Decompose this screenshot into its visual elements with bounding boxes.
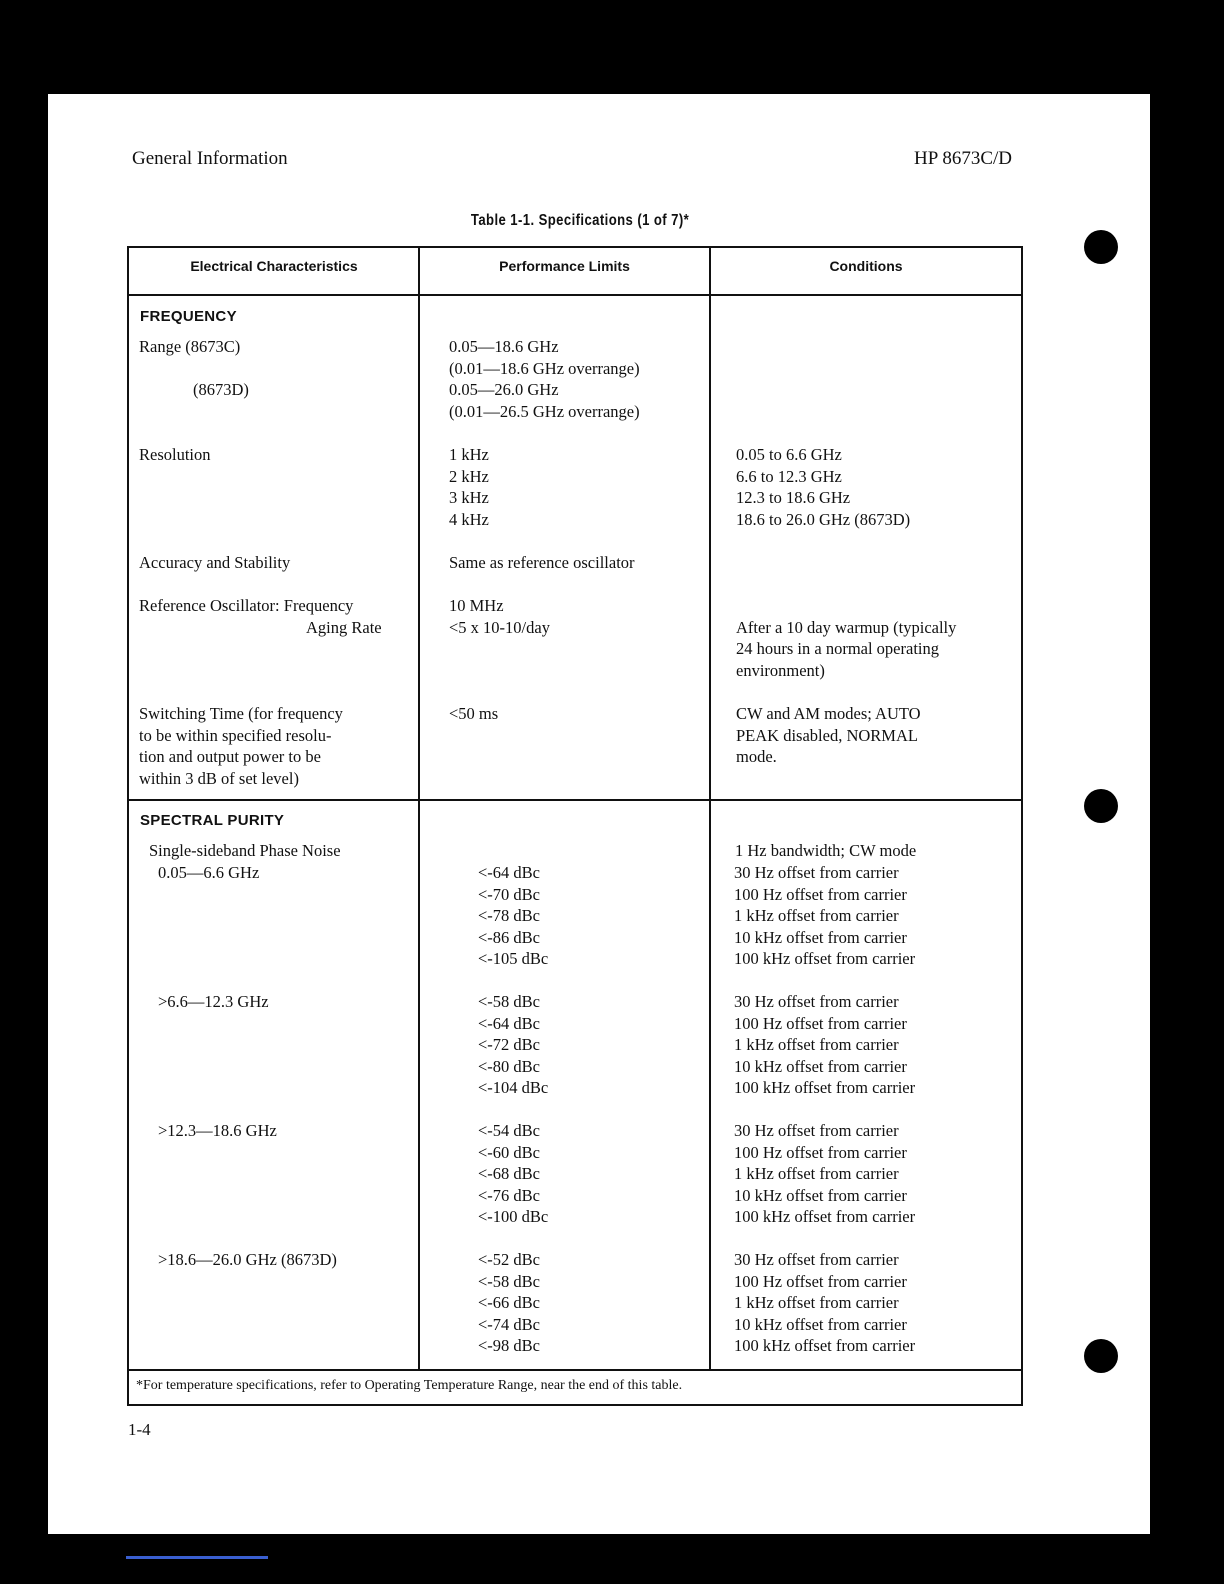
switching-label: Switching Time (for frequency [139, 704, 343, 723]
phase-noise-value: <-52 dBc [478, 1250, 541, 1269]
punch-hole [1084, 789, 1118, 823]
refosc-value: 10 MHz [449, 596, 504, 615]
phase-noise-value: <-98 dBc [478, 1336, 541, 1355]
refosc-value: <5 x 10-10/day [449, 617, 550, 637]
resolution-condition: 18.6 to 26.0 GHz (8673D) [736, 509, 911, 529]
resolution-value: 2 kHz [449, 466, 489, 486]
accuracy-value: Same as reference oscillator [449, 553, 635, 572]
phase-noise-value: <-66 dBc [478, 1293, 541, 1312]
phase-noise-condition: 100 kHz offset from carrier [734, 1078, 916, 1097]
band-label: 0.05—6.6 GHz [158, 863, 260, 882]
phase-noise-value: <-78 dBc [478, 906, 541, 925]
col-header-conditions: Conditions [829, 258, 903, 274]
phase-noise-value: <-58 dBc [478, 1271, 541, 1291]
phase-noise-value: <-74 dBc [478, 1314, 541, 1334]
phase-noise-condition: 100 Hz offset from carrier [734, 1271, 907, 1291]
page-number: 1-4 [128, 1420, 151, 1439]
switching-label: to be within specified resolu- [139, 725, 332, 745]
phase-noise-condition: 100 Hz offset from carrier [734, 1142, 907, 1162]
refosc-condition: After a 10 day warmup (typically [736, 617, 957, 637]
phase-noise-value: <-68 dBc [478, 1164, 541, 1183]
resolution-condition: 12.3 to 18.6 GHz [736, 488, 851, 507]
range-c-label: Range (8673C) [139, 337, 241, 356]
punch-hole [1084, 230, 1118, 264]
resolution-label: Resolution [139, 445, 211, 464]
phase-noise-condition: 1 kHz offset from carrier [734, 1035, 899, 1054]
table-title: Table 1-1. Specifications (1 of 7)* [470, 212, 690, 229]
phase-noise-value: <-70 dBc [478, 884, 541, 904]
phase-noise-condition: 10 kHz offset from carrier [734, 1314, 907, 1334]
phase-noise-condition: 30 Hz offset from carrier [734, 1250, 899, 1269]
resolution-value: 3 kHz [449, 488, 489, 507]
phase-noise-condition: 100 kHz offset from carrier [734, 949, 916, 968]
phase-noise-condition: 100 kHz offset from carrier [734, 1336, 916, 1355]
switching-label: within 3 dB of set level) [139, 768, 299, 788]
section-heading-frequency: FREQUENCY [140, 308, 237, 325]
footnote: *For temperature specifications, refer to Operating Temperature Range, near the end of this table. [136, 1378, 683, 1393]
phase-noise-label: Single-sideband Phase Noise [149, 841, 341, 860]
phase-noise-value: <-58 dBc [478, 992, 541, 1011]
punch-hole [1084, 1339, 1118, 1373]
band-label: >6.6—12.3 GHz [158, 992, 269, 1011]
phase-noise-value: <-86 dBc [478, 927, 541, 947]
refosc-frequency-label: Reference Oscillator: Frequency [139, 596, 354, 615]
phase-noise-condition: 100 Hz offset from carrier [734, 1013, 907, 1033]
phase-noise-value: <-72 dBc [478, 1035, 541, 1054]
phase-noise-condition: 100 kHz offset from carrier [734, 1207, 916, 1226]
running-header-right: HP 8673C/D [914, 148, 1013, 169]
resolution-condition: 0.05 to 6.6 GHz [736, 445, 842, 464]
phase-noise-condition: 30 Hz offset from carrier [734, 863, 899, 882]
phase-noise-value: <-105 dBc [478, 949, 549, 968]
phase-noise-condition: 30 Hz offset from carrier [734, 1121, 899, 1140]
refosc-condition: 24 hours in a normal operating [736, 639, 939, 658]
phase-noise-value: <-100 dBc [478, 1207, 549, 1226]
phase-noise-condition: 10 kHz offset from carrier [734, 1185, 907, 1205]
phase-noise-condition: 30 Hz offset from carrier [734, 992, 899, 1011]
range-value: 0.05—26.0 GHz [449, 380, 559, 399]
resolution-value: 1 kHz [449, 445, 489, 464]
band-label: >12.3—18.6 GHz [158, 1121, 277, 1140]
col-header-limits: Performance Limits [499, 258, 630, 274]
resolution-condition: 6.6 to 12.3 GHz [736, 466, 842, 486]
footnote-rule [127, 1369, 1021, 1371]
resolution-value: 4 kHz [449, 509, 489, 529]
column-divider-2 [709, 246, 711, 1370]
phase-noise-value: <-64 dBc [478, 1013, 541, 1033]
phase-noise-value: <-64 dBc [478, 863, 541, 882]
switching-value: <50 ms [449, 704, 499, 723]
accuracy-label: Accuracy and Stability [139, 553, 291, 572]
column-divider-1 [418, 246, 420, 1370]
phase-noise-condition: 1 kHz offset from carrier [734, 906, 899, 925]
phase-noise-value: <-104 dBc [478, 1078, 549, 1097]
header-rule [127, 294, 1021, 296]
section-rule [127, 799, 1021, 801]
phase-noise-condition: 1 kHz offset from carrier [734, 1293, 899, 1312]
switching-condition: mode. [736, 747, 777, 766]
phase-noise-condition: 1 kHz offset from carrier [734, 1164, 899, 1183]
running-header-left: General Information [132, 148, 288, 169]
phase-noise-condition: 10 kHz offset from carrier [734, 927, 907, 947]
range-value: (0.01—26.5 GHz overrange) [449, 401, 640, 421]
range-value: 0.05—18.6 GHz [449, 337, 559, 356]
phase-noise-condition: 100 Hz offset from carrier [734, 884, 907, 904]
switching-condition: CW and AM modes; AUTO [736, 704, 921, 723]
section-heading-spectral-purity: SPECTRAL PURITY [140, 812, 285, 829]
scan-edge-mark [126, 1556, 268, 1559]
band-label: >18.6—26.0 GHz (8673D) [158, 1250, 337, 1269]
phase-noise-value: <-54 dBc [478, 1121, 541, 1140]
refosc-condition: environment) [736, 660, 825, 680]
switching-label: tion and output power to be [139, 747, 321, 766]
switching-condition: PEAK disabled, NORMAL [736, 725, 918, 745]
col-header-characteristics: Electrical Characteristics [190, 258, 358, 274]
range-value: (0.01—18.6 GHz overrange) [449, 358, 640, 378]
phase-noise-condition: 1 Hz bandwidth; CW mode [735, 841, 917, 860]
phase-noise-value: <-60 dBc [478, 1142, 541, 1162]
phase-noise-value: <-76 dBc [478, 1185, 541, 1205]
phase-noise-condition: 10 kHz offset from carrier [734, 1056, 907, 1076]
phase-noise-value: <-80 dBc [478, 1056, 541, 1076]
range-d-label: (8673D) [193, 380, 249, 399]
refosc-aging-label: Aging Rate [306, 617, 382, 637]
